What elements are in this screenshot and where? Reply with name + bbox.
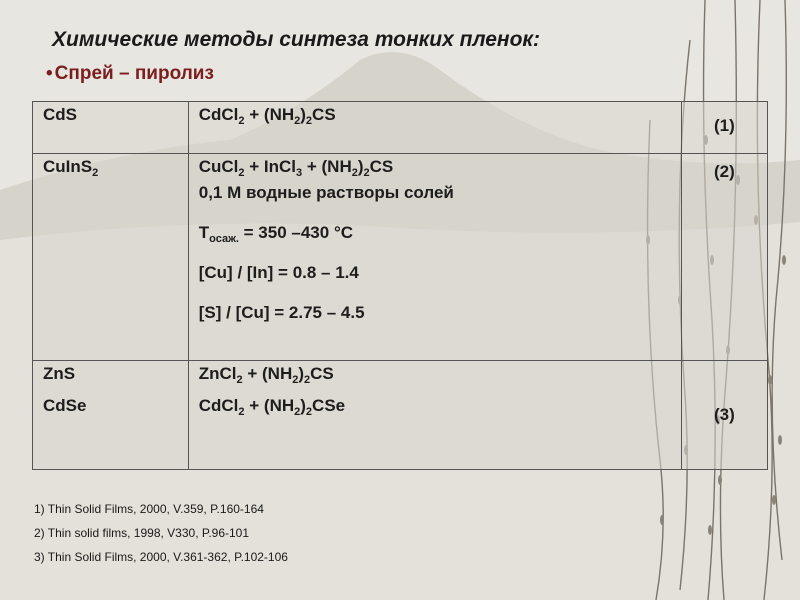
- material-text: CdS: [43, 105, 77, 124]
- material-cell: [33, 361, 189, 470]
- subtitle-text: Спрей – пиролиз: [54, 63, 214, 84]
- reaction-cell: [188, 102, 681, 154]
- material-text: CuInS$_2$: [43, 157, 99, 180]
- synthesis-table: [32, 101, 768, 470]
- reference-item: 3) Thin Solid Films, 2000, V.361-362, P.102-106: [34, 550, 288, 564]
- reference-number: (2): [681, 154, 767, 361]
- table-row: [33, 361, 768, 470]
- reaction-text: ZnCl$_2$ + $(NH_2)_2CS$: [198, 364, 334, 387]
- references-list: [34, 501, 288, 573]
- reaction-cell: [188, 361, 681, 470]
- reaction-text: CdCl$_2$ + $(NH_2)_2CS$: [198, 105, 336, 127]
- solution-text: 0,1 M водные растворы солей: [198, 183, 454, 203]
- ratio-cu-in-text: [Cu] / [In] = 0.8 – 1.4: [198, 263, 359, 283]
- table-row: [33, 154, 768, 361]
- reference-item: 2) Thin solid films, 1998, V330, P.96-101: [34, 526, 250, 540]
- temperature-text: $T_{осаж.} = 350$ –430 °C: [198, 223, 354, 246]
- subtitle: [46, 63, 214, 85]
- page-title: Химические методы синтеза тонких пленок:: [52, 28, 541, 51]
- reference-item: 1) Thin Solid Films, 2000, V.359, P.160-164: [34, 502, 264, 516]
- table-row: [33, 102, 768, 154]
- material-cell: [33, 154, 189, 361]
- material-text: CdSe: [43, 396, 87, 416]
- ratio-s-cu-text: [S] / [Cu] = 2.75 – 4.5: [198, 303, 365, 323]
- material-cell: [33, 102, 189, 154]
- material-text: ZnS: [43, 364, 76, 384]
- reaction-text: CuCl$_2$ + InCl$_3$ + $(NH_2)_2CS$: [198, 157, 394, 180]
- reference-number: (1): [681, 102, 767, 154]
- reaction-cell: [188, 154, 681, 361]
- reaction-text: CdCl$_2$ + $(NH_2)_2CSe$: [198, 396, 346, 419]
- bullet-marker: •: [46, 63, 53, 84]
- reference-number: (3): [681, 361, 767, 470]
